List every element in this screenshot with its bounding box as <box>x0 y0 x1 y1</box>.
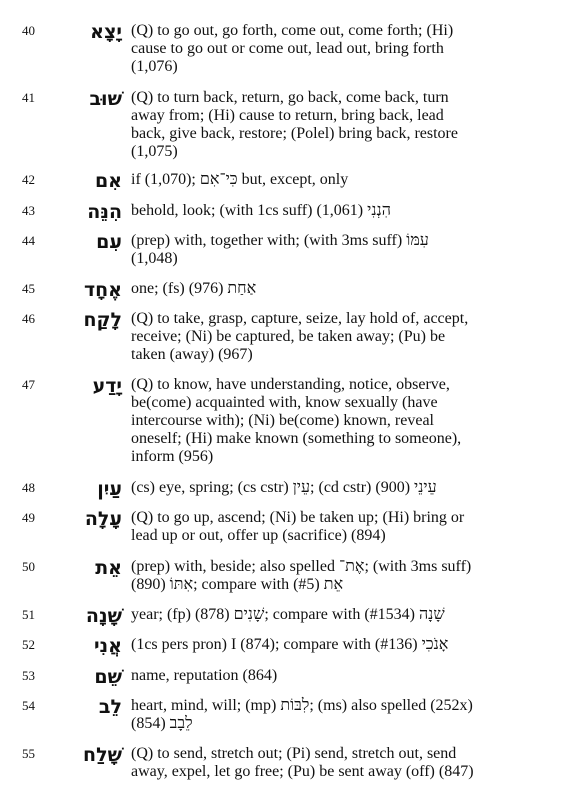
entry-definition: (Q) to know, have understanding, notice, observe, be(come) acquainted with, know sexually (have intercourse with); (Ni) be(come) known, reveal oneself; (Hi) make known (something to someone), inform (956) <box>131 376 462 465</box>
entry-definition: behold, look; (with 1cs suff) הִנְנִי (1,061) <box>131 202 391 219</box>
entry-number: 52 <box>22 637 35 652</box>
entry-definition: (prep) with, together with; (with 3ms suff) עִמּוֹ (1,048) <box>131 232 429 267</box>
entry-number: 46 <box>22 311 35 326</box>
hebrew-word: אֶחָד <box>83 279 122 301</box>
hebrew-word: עִם <box>96 231 122 253</box>
hebrew-word: אִם <box>94 170 122 192</box>
entry-number: 53 <box>22 668 35 683</box>
entry-definition: (Q) to send, stretch out; (Pi) send, stretch out, send away, expel, let go free; (Pu) be sent away (off) (847) <box>131 745 474 780</box>
hebrew-word: יָדַע <box>92 375 122 397</box>
entry-definition: (Q) to turn back, return, go back, come back, turn away from; (Hi) cause to return, bring back, lead back, give back, restore; (Polel) bring back, restore (1,075) <box>131 89 458 160</box>
entry-definition: name, reputation (864) <box>131 667 278 684</box>
entry-number: 54 <box>22 698 35 713</box>
entry-definition: (cs) eye, spring; (cs cstr) עֵין; (cd cstr) עֵינֵי (900) <box>131 479 437 496</box>
entry-definition: (Q) to go up, ascend; (Ni) be taken up; (Hi) bring or lead up or out, offer up (sacrifice) (894) <box>131 509 465 544</box>
entry-number: 51 <box>22 607 35 622</box>
hebrew-word: עַיִן <box>97 478 122 500</box>
entry-number: 48 <box>22 480 35 495</box>
entry-number: 50 <box>22 559 35 574</box>
entry-definition: (1cs pers pron) I (874); compare with אָנֹכִי (#136) <box>131 636 449 653</box>
entry-definition: (prep) with, beside; also spelled אֶת־; (with 3ms suff) אִתּוֹ (890); compare with אֵת (#5) <box>131 558 472 593</box>
hebrew-word: שׁוּב <box>89 88 122 110</box>
hebrew-word: שָׁנָה <box>85 605 122 627</box>
hebrew-word: לָקַח <box>83 309 122 331</box>
hebrew-word: יָצָא <box>90 21 122 43</box>
entry-number: 44 <box>22 233 35 248</box>
entry-number: 43 <box>22 203 35 218</box>
hebrew-word: לֵב <box>98 696 122 718</box>
hebrew-word: אֵת <box>95 557 122 579</box>
hebrew-word: עָלָה <box>84 508 122 530</box>
entry-definition: (Q) to take, grasp, capture, seize, lay hold of, accept, receive; (Ni) be captured, be taken away; (Pu) be taken (away) (967) <box>131 310 469 363</box>
entry-definition: one; (fs) אַחַת (976) <box>131 280 257 297</box>
hebrew-word: שֵׁם <box>94 666 122 688</box>
entry-number: 45 <box>22 281 35 296</box>
entry-definition: heart, mind, will; (mp) לִבּוֹת; (ms) also spelled (252x) לֵבָב (854) <box>131 697 473 732</box>
entry-number: 40 <box>22 23 35 38</box>
hebrew-word: הִנֵּה <box>87 201 122 223</box>
entry-definition: if (1,070); כִּי־אִם but, except, only <box>131 171 349 188</box>
entry-definition: (Q) to go out, go forth, come out, come forth; (Hi) cause to go out or come out, lead out, bring forth (1,076) <box>131 22 454 75</box>
entry-number: 49 <box>22 510 35 525</box>
entry-definition: year; (fp) שָׁנִים (878); compare with שָׁנָה (#1534) <box>131 606 445 623</box>
entry-number: 55 <box>22 746 35 761</box>
hebrew-word: שָׁלַח <box>83 744 122 766</box>
entry-number: 42 <box>22 172 35 187</box>
hebrew-word: אֲנִי <box>93 635 122 657</box>
entry-number: 47 <box>22 377 35 392</box>
entry-number: 41 <box>22 90 35 105</box>
